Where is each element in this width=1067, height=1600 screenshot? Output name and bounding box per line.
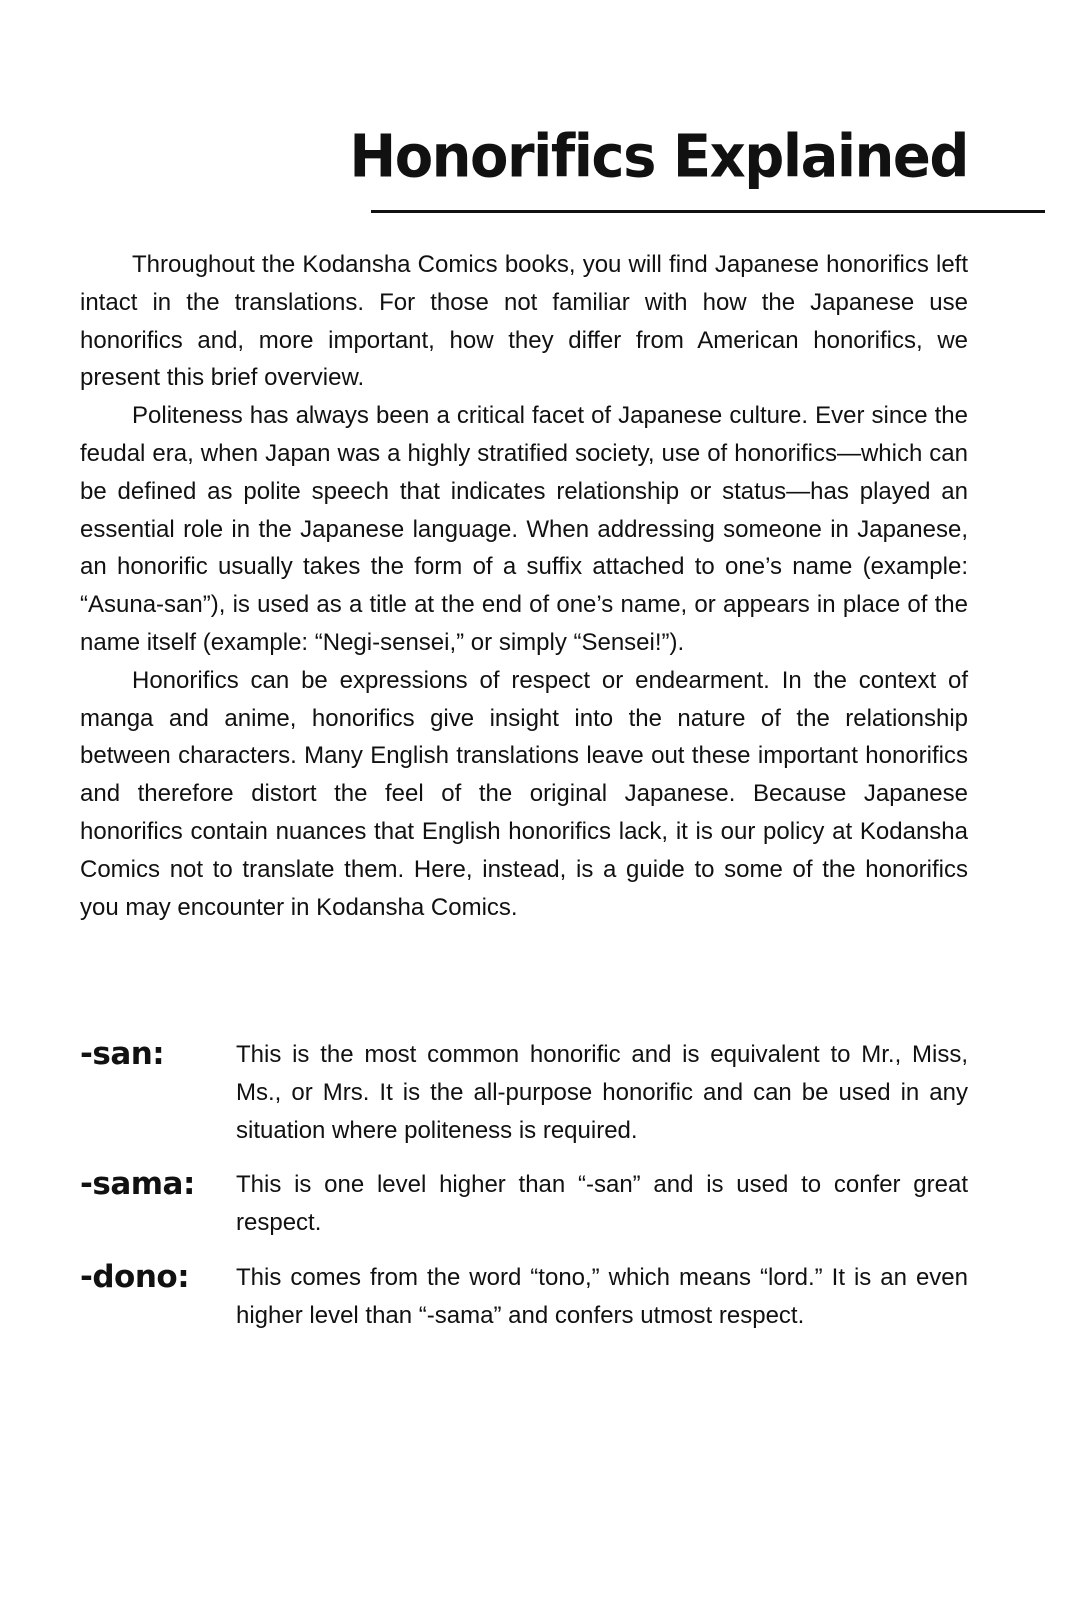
paragraph: Politeness has always been a critical facet of Japanese culture. Ever since the feudal era, when Japan was a highly stratified society, use of honorifics—which can be defined as polite speech that indicates relationship or status—has played an essential role in the Japanese language. When addressing someone in Japanese, an honorific usually takes the form of a suffix attached to one’s name (example: “Asuna-san”), is used as a title at the end of one’s name, or appears in place of the name itself (example: “Negi-sensei,” or simply “Sensei!”).: [80, 402, 968, 656]
glossary-term: -dono:: [80, 1258, 190, 1295]
glossary-entry-san: [80, 1036, 968, 1149]
glossary-term: -sama:: [80, 1166, 195, 1203]
glossary-entry-dono: [80, 1259, 968, 1335]
glossary-definition: This is one level higher than “-san” and is used to confer great respect.: [236, 1171, 968, 1237]
paragraph: Honorifics can be expressions of respect or endearment. In the context of manga and anime, honorifics give insight into the nature of the relationship between characters. Many English translations leave out these important honorifics and therefore distort the feel of the original Japanese. Because Japanese honorifics contain nuances that English honorifics lack, it is our policy at Kodansha Comics not to translate them. Here, instead, is a guide to some of the honorifics you may encounter in Kodansha Comics.: [80, 666, 968, 921]
glossary-definition: This comes from the word “tono,” which means “lord.” It is an even higher level than “-sama” and confers utmost respect.: [236, 1263, 968, 1329]
paragraph: Throughout the Kodansha Comics books, you will find Japanese honorifics left intact in the translations. For those not familiar with how the Japanese use honorifics and, more important, how they differ from American honorifics, we present this brief overview.: [80, 251, 968, 392]
glossary-entry-sama: [80, 1166, 968, 1242]
glossary-term: -san:: [80, 1036, 165, 1072]
page-title: Honorifics Explained: [349, 122, 968, 191]
honorifics-glossary: [80, 1036, 968, 1352]
glossary-definition: This is the most common honorific and is equivalent to Mr., Miss, Ms., or Mrs. It is the all-purpose honorific and can be used in any situation where politeness is required.: [236, 1041, 968, 1144]
title-underline: [371, 210, 1045, 213]
intro-text: [80, 246, 968, 926]
